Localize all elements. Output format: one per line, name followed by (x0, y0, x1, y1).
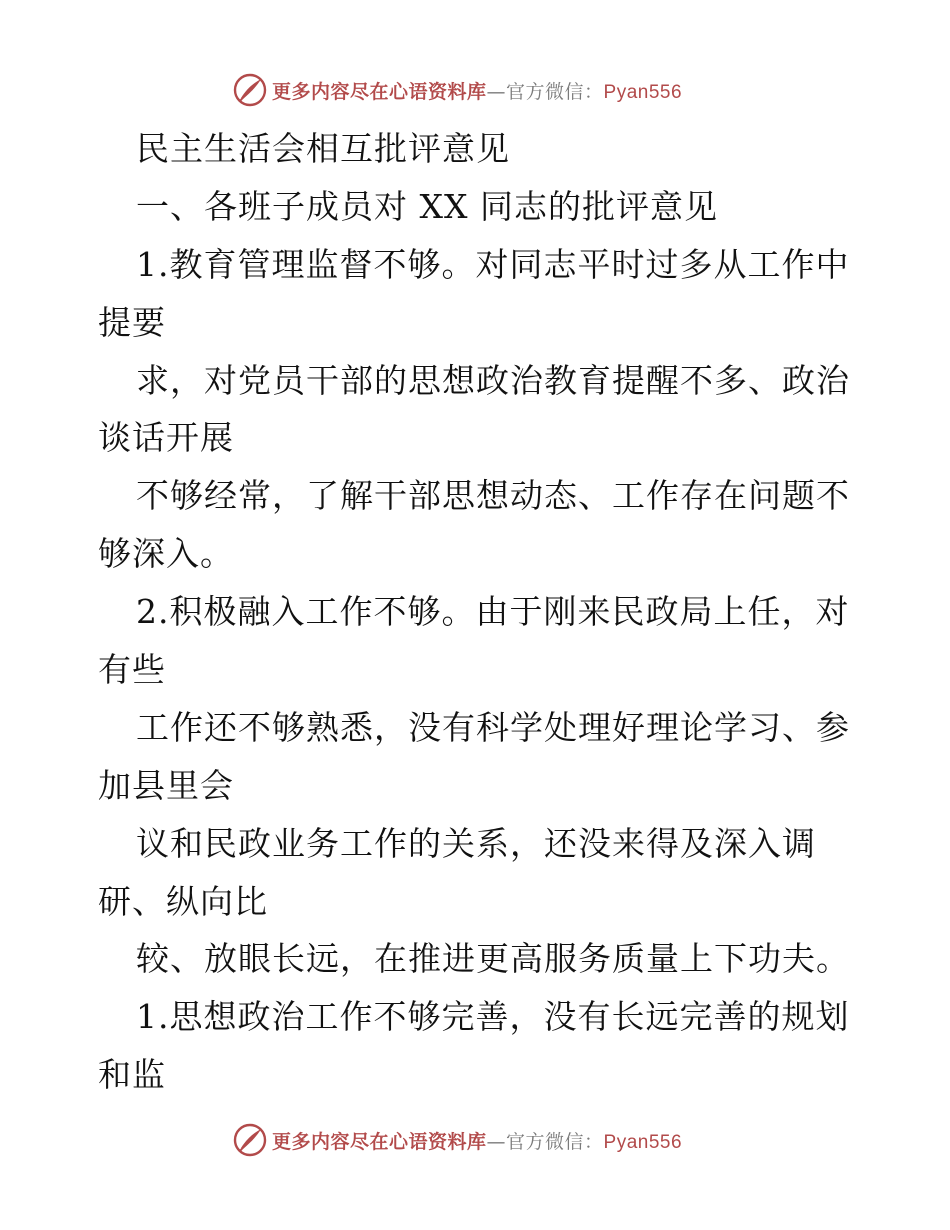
paragraph-line: 议和民政业务工作的关系，还没来得及深入调 (136, 823, 816, 863)
paragraph-line: 1.教育管理监督不够。对同志平时过多从工作中 (136, 244, 850, 284)
header-watermark (232, 70, 682, 110)
watermark-label: 官方微信： (506, 80, 604, 103)
watermark-main-text: 更多内容尽在心语资料库 (272, 1130, 487, 1153)
paragraph-line: 不够经常，了解干部思想动态、工作存在问题不 (136, 476, 850, 516)
paragraph-line: 加县里会 (98, 765, 234, 805)
paragraph-line: 有些 (98, 650, 166, 690)
quill-logo-icon (232, 1122, 268, 1158)
paragraph-line: 研、纵向比 (98, 881, 268, 921)
watermark-wechat-id: Pyan556 (603, 81, 683, 103)
section-heading: 一、各班子成员对 XX 同志的批评意见 (136, 186, 718, 226)
document-title: 民主生活会相互批评意见 (136, 129, 510, 168)
paragraph-line: 2.积极融入工作不够。由于刚来民政局上任，对 (136, 592, 850, 632)
paragraph-line: 谈话开展 (98, 418, 234, 458)
paragraph-line: 较、放眼长远，在推进更高服务质量上下功夫。 (136, 939, 850, 979)
watermark-label: 官方微信： (506, 1130, 604, 1153)
document-body (98, 120, 858, 1104)
paragraph-line: 够深入。 (98, 534, 234, 574)
watermark-dash: — (486, 1130, 507, 1153)
paragraph-line: 提要 (98, 302, 166, 342)
watermark-wechat-id: Pyan556 (603, 1131, 683, 1153)
quill-logo-icon (232, 72, 268, 108)
paragraph-line: 求，对党员干部的思想政治教育提醒不多、政治 (136, 360, 850, 400)
footer-watermark (232, 1120, 682, 1160)
paragraph-line: 工作还不够熟悉，没有科学处理好理论学习、参 (136, 707, 850, 747)
paragraph-line: 和监 (98, 1055, 166, 1095)
paragraph-line: 1.思想政治工作不够完善，没有长远完善的规划 (136, 997, 850, 1037)
watermark-dash: — (486, 80, 507, 103)
watermark-main-text: 更多内容尽在心语资料库 (272, 80, 487, 103)
